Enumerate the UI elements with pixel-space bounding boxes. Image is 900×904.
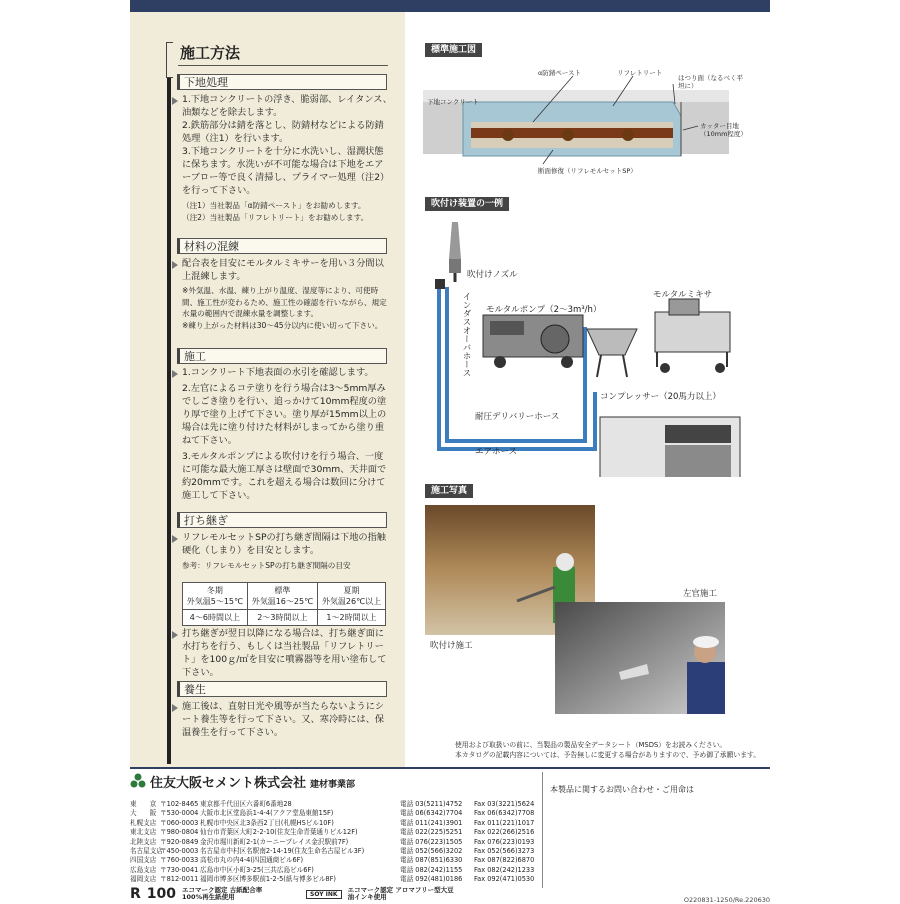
table-header-row: [183, 583, 386, 610]
temp-winter: 外気温5〜15℃: [186, 597, 243, 606]
tag-equipment: 吹付け装置の一例: [425, 197, 509, 211]
label-hose: インダスオーバホース: [461, 292, 471, 377]
joint-ref: 参考：リフレモルセットSPの打ち継ぎ間隔の目安: [182, 561, 351, 570]
table-header: [318, 583, 386, 610]
office-postal: 〒760-0033: [160, 856, 199, 865]
table-cell: 1〜2時間以上: [318, 610, 386, 626]
office-address: 金沢市堀川新町2-1(カーニープレイス金沢駅前7F): [200, 837, 349, 846]
office-row: [130, 838, 554, 847]
table-header: [183, 583, 248, 610]
office-fax: Fax 076(223)0193: [474, 837, 535, 846]
left-rail: [167, 60, 171, 764]
office-address: 仙台市青葉区大町2-2-10(住友生命青葉通りビル12F): [200, 828, 358, 837]
label-section: 断面修復（リフレモルセットSP）: [538, 167, 637, 175]
office-address: 広島市中区小町3-25(三共広島ビル6F): [200, 865, 314, 874]
mix-notes: [182, 285, 392, 331]
office-name: 広島支店: [130, 865, 157, 874]
office-row: [130, 800, 554, 809]
office-fax: Fax 092(471)0530: [474, 875, 535, 884]
company-logo-icon: [130, 773, 146, 789]
eco-number: 100: [146, 886, 177, 902]
apply-step-1: 1.コンクリート下地表面の水引を確認します。: [182, 367, 374, 378]
office-row: [130, 828, 554, 837]
office-fax: Fax 087(822)6870: [474, 856, 535, 865]
joint-text-2: 打ち継ぎが翌日以降になる場合は、打ち継ぎ面に水打ちを行う、もしくは当社製品「リフレトリート」を100ｇ/㎡を目安に噴霧器等を用い塗布して下さい。: [182, 628, 387, 678]
office-postal: 〒450-0003: [160, 847, 199, 856]
table-cell: 2〜3時間以上: [247, 610, 317, 626]
office-name: 大 阪: [130, 809, 157, 818]
office-row: [130, 875, 554, 884]
office-name: 福岡支店: [130, 875, 157, 884]
label-air: エアホース: [475, 447, 518, 457]
tag-photos: 施工写真: [425, 484, 473, 498]
office-row: [130, 819, 554, 828]
bullet-marker: [172, 704, 178, 712]
msds-line-2: 本カタログの記載内容については、予告無しに変更する場合がありますので、予め御了承願います。: [455, 751, 761, 759]
table-row: [183, 610, 386, 626]
office-phone: 電話 011(241)3901: [400, 818, 463, 827]
photo-trowel: [555, 602, 725, 714]
apply-steps: [182, 366, 392, 502]
season-standard: 標準: [274, 586, 291, 595]
prep-notes: [182, 200, 392, 223]
office-phone: 電話 082(242)1155: [400, 865, 463, 874]
table-cell: 4〜6時間以上: [183, 610, 248, 626]
temp-summer: 外気温26℃以上: [321, 597, 382, 606]
label-chip: はつり面（なるべく平坦に）: [678, 74, 743, 90]
label-pump: モルタルポンプ（2〜3m³/h）: [486, 305, 602, 315]
msds-line-1: 使用および取扱いの前に、当製品の製品安全データシート（MSDS）をお読みください。: [455, 741, 727, 749]
msds-notice: [455, 740, 760, 760]
label-treat: リフレトリート: [617, 69, 663, 77]
section-title: 施工方法: [180, 44, 241, 62]
heading-joint: 打ち継ぎ: [177, 512, 387, 528]
season-summer: 夏期: [343, 586, 360, 595]
bullet-marker: [172, 370, 178, 378]
bullet-marker: [172, 535, 178, 543]
office-fax: Fax 011(221)1017: [474, 818, 535, 827]
office-phone: 電話 076(223)1505: [400, 837, 463, 846]
office-address: 大阪市北区堂島浜1-4-4(アクア堂島東館15F): [200, 809, 334, 818]
label-delivery: 耐圧デリバリーホース: [475, 412, 560, 422]
office-row: [130, 856, 554, 865]
office-name: 四国支店: [130, 856, 157, 865]
office-address: 高松市丸の内4-4(四国通商ビル6F): [200, 856, 304, 865]
office-address: 福岡市博多区博多駅前1-2-5(紙与博多ビル8F): [200, 875, 336, 884]
office-phone: 電話 06(6342)7704: [400, 809, 463, 818]
table-header: [247, 583, 317, 610]
office-name: 札幌支店: [130, 818, 157, 827]
office-phone: 電話 052(566)3202: [400, 847, 463, 856]
office-fax: Fax 022(266)2516: [474, 828, 535, 837]
rail-bracket: [166, 42, 173, 78]
heading-cure: 養生: [177, 681, 387, 697]
apply-step-3: 3.モルタルポンプによる吹付けを行う場合、一度に可能な最大施工厚さは壁面で30mm、天井面で約20mmです。これを超える場合は数回に分けて施工して下さい。: [182, 451, 387, 501]
eco-text-2: エコマーク認定 アロマフリー型大豆油インキ使用: [347, 886, 454, 901]
prep-note-2: （注2）当社製品「リフレトリート」をお勧めします。: [182, 212, 369, 222]
office-phone: 電話 03(5211)4752: [400, 800, 463, 808]
mix-note-2: ※練り上がった材料は30〜45分以内に使い切って下さい。: [182, 320, 383, 330]
label-nozzle: 吹付けノズル: [467, 270, 518, 280]
office-postal: 〒730-0041: [160, 865, 199, 874]
catalog-code: O220831-1250/Re.220630: [683, 896, 770, 904]
office-row: [130, 866, 554, 875]
office-postal: 〒812-0011: [160, 875, 199, 884]
prep-note-1: （注1）当社製品「α防錆ペースト」をお勧めします。: [182, 201, 366, 210]
division-label: 建材事業部: [310, 780, 356, 790]
bullet-marker: [172, 261, 178, 269]
spray-equipment-diagram: [425, 217, 755, 477]
office-row: [130, 809, 554, 818]
office-postal: 〒102-8465: [160, 800, 199, 808]
label-cutter: カッター目地（10mm程度）: [700, 122, 747, 138]
title-underline: [178, 65, 388, 66]
label-paste: α防錆ペースト: [538, 69, 581, 77]
bullet-marker: [172, 631, 178, 639]
company-name: [150, 772, 355, 791]
label-mixer: モルタルミキサ: [653, 290, 713, 300]
office-postal: 〒920-0849: [160, 837, 199, 846]
office-phone: 電話 092(481)0186: [400, 875, 463, 884]
inquiry-text: 本製品に関するお問い合わせ・ご用命は: [550, 785, 694, 794]
heading-mix: 材料の混練: [177, 238, 387, 254]
prep-step-3: 3.下地コンクリートを十分に水洗いし、湿潤状態に保ちます。水洗いが不可能な場合は下地をエアーブロー等で良く清掃し、プライマー処理（注2）を行って下さい。: [182, 146, 390, 196]
office-address: 東京都千代田区六番町6番地28: [200, 800, 292, 808]
office-row: [130, 847, 554, 856]
prep-step-1: 1.下地コンクリートの浮き、脆弱部、レイタンス、油類などを除去します。: [182, 94, 392, 118]
company-label: 住友大阪セメント株式会社: [150, 776, 307, 791]
office-fax: Fax 03(3221)5624: [474, 800, 535, 808]
joint-interval-table: [182, 582, 386, 626]
office-name: 東北支店: [130, 828, 157, 837]
joint-text: リフレモルセットSPの打ち継ぎ間隔は下地の指触硬化（しまり）を目安とします。: [182, 532, 386, 556]
eco-text-1: エコマーク認定 古紙配合率100%再生紙使用: [182, 886, 263, 901]
heading-apply: 施工: [177, 348, 387, 364]
heading-prep: 下地処理: [177, 74, 387, 90]
office-name: 東 京: [130, 800, 157, 808]
mix-note-1: ※外気温、水温、練り上がり温度、湿度等により、可使時間、施工性が変わるため、施工性の確認を行いながら、規定水量の範囲内で混練水量を調整します。: [182, 286, 387, 318]
office-fax: Fax 082(242)1233: [474, 865, 535, 874]
soy-ink-icon: SOY INK: [306, 890, 342, 899]
office-postal: 〒060-0003: [160, 818, 199, 827]
office-postal: 〒530-0004: [160, 809, 199, 818]
tag-standard-diagram: 標準施工図: [425, 43, 482, 57]
apply-step-2: 2.左官によるコテ塗りを行う場合は3〜5mm厚みでしごき塗りを行い、追っかけて10mm程度の塗り厚で塗り上げて下さい。塗り厚が15mm以上の場合は先に塗り付けた材料がしまってから塗り重ねて下さい。: [182, 383, 387, 446]
office-fax: Fax 06(6342)7708: [474, 809, 535, 818]
prep-steps: [182, 93, 392, 197]
office-phone: 電話 087(851)6330: [400, 856, 463, 865]
temp-standard: 外気温16〜25℃: [251, 597, 314, 606]
office-fax: Fax 052(566)3273: [474, 847, 535, 856]
cure-text: 施工後は、直射日光や風等が当たらないようにシート養生等を行って下さい。又、寒冷時には、保温養生を行って下さい。: [182, 701, 385, 738]
top-bar: [130, 0, 770, 12]
season-winter: 冬期: [206, 586, 223, 595]
footer-rule: [130, 767, 770, 769]
office-phone: 電話 022(225)5251: [400, 828, 463, 837]
caption-spray: 吹付け施工: [430, 641, 473, 651]
office-name: 北陸支店: [130, 837, 157, 846]
recycle-mark-icon: R: [130, 886, 141, 902]
mix-text: 配合表を目安にモルタルミキサーを用い３分間以上混練します。: [182, 258, 384, 282]
office-name: 名古屋支店: [130, 847, 163, 856]
prep-step-2: 2.鉄筋部分は錆を落とし、防錆材などによる防錆処理（注1）を行います。: [182, 120, 384, 144]
office-address: 札幌市中央区北3条西2丁目(札幌HSビル10F): [200, 818, 334, 827]
label-compressor: コンプレッサー（20馬力以上）: [600, 392, 721, 402]
label-concrete: 下地コンクリート: [427, 98, 479, 106]
page: [130, 12, 770, 904]
bullet-marker: [172, 97, 178, 105]
office-postal: 〒980-0804: [160, 828, 199, 837]
office-address: 名古屋市中村区名駅南2-14-19(住友生命名古屋ビル3F): [200, 847, 365, 856]
caption-trowel: 左官施工: [683, 589, 718, 599]
office-list: [130, 800, 554, 885]
